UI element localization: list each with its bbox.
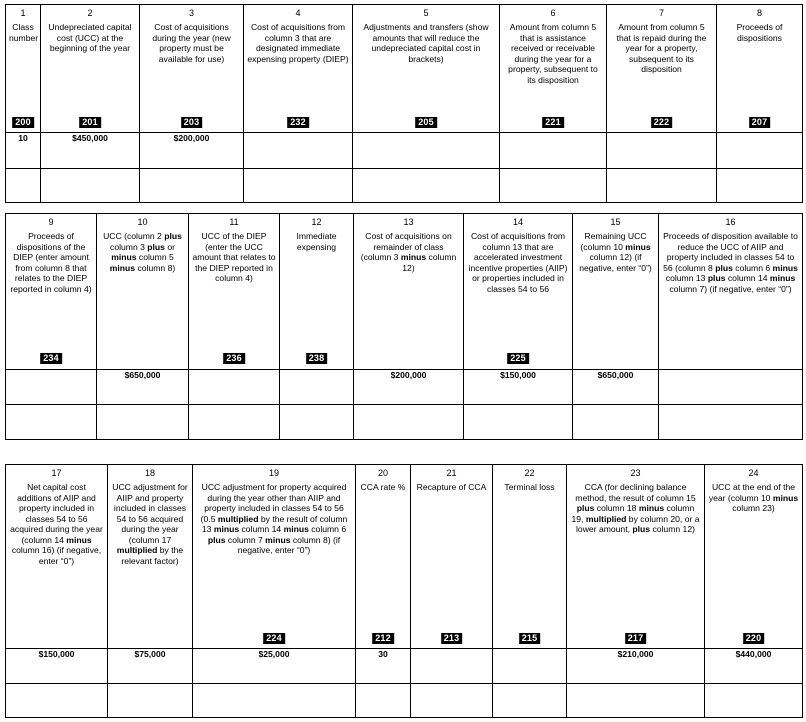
column-number: 4: [295, 8, 301, 18]
line-code: 217: [625, 633, 647, 644]
header-row: [6, 465, 803, 649]
column-19-value[interactable]: [193, 649, 356, 684]
column-13-value[interactable]: [354, 370, 464, 405]
header-row: [6, 5, 803, 133]
column-7-value[interactable]: [607, 133, 717, 169]
line-code: 220: [743, 633, 765, 644]
empty-cell[interactable]: [411, 684, 493, 718]
column-13-header: [354, 214, 464, 370]
line-code: 203: [181, 117, 203, 128]
column-3-value[interactable]: [140, 133, 244, 169]
column-number: 9: [48, 217, 54, 227]
column-2-header: [41, 5, 140, 133]
empty-cell[interactable]: [41, 169, 140, 203]
column-number: 7: [658, 8, 664, 18]
empty-cell[interactable]: [717, 169, 803, 203]
cell-value: $650,000: [597, 370, 634, 380]
column-number: 15: [610, 217, 621, 227]
empty-cell[interactable]: [6, 405, 97, 440]
empty-cell[interactable]: [6, 684, 108, 718]
column-4-header: [244, 5, 353, 133]
column-number: 1: [20, 8, 26, 18]
value-row: [6, 370, 803, 405]
column-description: Proceeds of dispositions of the DIEP (enter amount from column 8 that relates to the DIEP reported in column 4): [10, 231, 92, 294]
column-1-value[interactable]: [6, 133, 41, 169]
column-description: Recapture of CCA: [416, 482, 487, 492]
value-row: [6, 649, 803, 684]
empty-cell[interactable]: [573, 405, 659, 440]
line-code: 236: [223, 353, 245, 364]
cell-value: $440,000: [735, 649, 772, 659]
cell-value: $650,000: [124, 370, 161, 380]
cell-value: $75,000: [134, 649, 166, 659]
empty-cell[interactable]: [607, 169, 717, 203]
cell-value: $450,000: [72, 133, 108, 143]
column-description: Net capital cost additions of AIIP and property included in classes 54 to 56 acquired during the year (column 14 minus column 16) (if negative, enter “0”): [10, 482, 103, 566]
blank-row: [6, 684, 803, 718]
column-description: Terminal loss: [504, 482, 555, 492]
column-14-header: [464, 214, 573, 370]
empty-cell[interactable]: [140, 169, 244, 203]
empty-cell[interactable]: [6, 169, 41, 203]
empty-cell[interactable]: [567, 684, 705, 718]
column-description: CCA rate %: [360, 482, 406, 492]
column-number: 24: [748, 468, 759, 478]
column-number: 3: [188, 8, 194, 18]
column-description: Cost of acquisitions from column 3 that are designated immediate expensing property (DIEP): [247, 22, 349, 64]
column-20-header: [356, 465, 411, 649]
column-12-header: [280, 214, 354, 370]
empty-cell[interactable]: [705, 684, 803, 718]
column-description: UCC (column 2 plus column 3 plus or minus column 5 minus column 8): [103, 231, 182, 273]
column-17-value[interactable]: [6, 649, 108, 684]
empty-cell[interactable]: [189, 405, 280, 440]
empty-cell[interactable]: [244, 169, 353, 203]
value-row: [6, 133, 803, 169]
cca-table-part-1: [5, 4, 803, 203]
column-description: Amount from column 5 that is assistance received or receivable during the year for a property, subsequent to its disposition: [508, 22, 598, 85]
column-19-header: [193, 465, 356, 649]
column-number: 11: [229, 217, 239, 227]
column-15-header: [573, 214, 659, 370]
column-number: 23: [630, 468, 641, 478]
column-5-header: [353, 5, 500, 133]
column-8-value[interactable]: [717, 133, 803, 169]
column-description: UCC of the DIEP (enter the UCC amount that relates to the DIEP reported in column 4): [192, 231, 276, 283]
column-4-value[interactable]: [244, 133, 353, 169]
column-number: 8: [756, 8, 762, 18]
column-description: Cost of acquisitions on remainder of class (column 3 minus column 12): [360, 231, 457, 273]
column-7-header: [607, 5, 717, 133]
blank-row: [6, 169, 803, 203]
column-description: Cost of acquisitions from column 13 that are accelerated investment incentive properties (AIIP) or properties included in classes 54 to 56: [468, 231, 568, 294]
column-number: 13: [403, 217, 414, 227]
column-21-header: [411, 465, 493, 649]
column-number: 6: [550, 8, 556, 18]
column-9-header: [6, 214, 97, 370]
column-3-header: [140, 5, 244, 133]
cell-value: $150,000: [38, 649, 75, 659]
column-11-header: [189, 214, 280, 370]
column-9-value[interactable]: [6, 370, 97, 405]
column-16-header: [659, 214, 803, 370]
cell-value: $25,000: [258, 649, 290, 659]
line-code: 225: [507, 353, 529, 364]
column-description: Remaining UCC (column 10 minus column 12) (if negative, enter “0”): [579, 231, 652, 273]
column-description: Proceeds of disposition available to reduce the UCC of AIIP and property included in classes 54 to 56 (column 8 plus column 6 minus column 13 plus column 14 minus column 7) (if negative, enter “0”): [663, 231, 798, 294]
header-row: [6, 214, 803, 370]
column-11-value[interactable]: [189, 370, 280, 405]
column-18-header: [108, 465, 193, 649]
line-code: 224: [263, 633, 285, 644]
empty-cell[interactable]: [193, 684, 356, 718]
empty-cell[interactable]: [97, 405, 189, 440]
cell-value: $200,000: [173, 133, 210, 143]
empty-cell[interactable]: [500, 169, 607, 203]
cca-table-part-2: [5, 213, 803, 440]
column-description: UCC adjustment for property acquired during the year other than AIIP and property included in classes 54 to 56 (0.5 multiplied by the result of column 13 minus column 14 minus column 6 plus column 7 minus column 8) (if negative, enter “0”): [200, 482, 348, 555]
column-10-header: [97, 214, 189, 370]
empty-cell[interactable]: [353, 169, 500, 203]
empty-cell[interactable]: [356, 684, 411, 718]
empty-cell[interactable]: [280, 405, 354, 440]
column-number: 17: [51, 468, 62, 478]
column-description: Undepreciated capital cost (UCC) at the beginning of the year: [48, 22, 132, 53]
column-15-value[interactable]: [573, 370, 659, 405]
column-number: 14: [512, 217, 523, 227]
column-number: 10: [137, 217, 148, 227]
column-18-value[interactable]: [108, 649, 193, 684]
column-22-header: [493, 465, 567, 649]
column-number: 12: [311, 217, 322, 227]
column-description: Adjustments and transfers (show amounts that will reduce the undepreciated capital cost in brackets): [363, 22, 489, 64]
column-2-value[interactable]: [41, 133, 140, 169]
cell-value: $210,000: [617, 649, 654, 659]
line-code: 215: [519, 633, 541, 644]
column-description: Amount from column 5 that is repaid during the year for a property, subsequent to its disposition: [616, 22, 707, 74]
empty-cell[interactable]: [354, 405, 464, 440]
column-14-value[interactable]: [464, 370, 573, 405]
line-code: 201: [79, 117, 101, 128]
column-12-value[interactable]: [280, 370, 354, 405]
line-code: 212: [372, 633, 394, 644]
column-6-value[interactable]: [500, 133, 607, 169]
cell-value: 30: [378, 649, 388, 659]
column-description: CCA (for declining balance method, the result of column 15 plus column 18 minus column 19, multiplied by column 20, or a lower amount, plus column 12): [571, 482, 700, 534]
empty-cell[interactable]: [493, 684, 567, 718]
column-description: UCC at the end of the year (column 10 minus column 23): [708, 482, 799, 513]
line-code: 213: [441, 633, 463, 644]
line-code: 232: [287, 117, 309, 128]
line-code: 222: [651, 117, 673, 128]
column-description: Proceeds of dispositions: [736, 22, 783, 43]
column-number: 16: [725, 217, 736, 227]
column-24-value[interactable]: [705, 649, 803, 684]
line-code: 205: [415, 117, 437, 128]
column-8-header: [717, 5, 803, 133]
column-16-value[interactable]: [659, 370, 803, 405]
line-code: 234: [40, 353, 62, 364]
column-description: UCC adjustment for AIIP and property included in classes 54 to 56 acquired during the year (column 17 multiplied by the relevant factor): [112, 482, 188, 566]
column-description: Class number: [9, 22, 39, 43]
line-code: 238: [306, 353, 328, 364]
line-code: 207: [749, 117, 771, 128]
column-description: Cost of acquisitions during the year (new property must be available for use): [152, 22, 231, 64]
column-6-header: [500, 5, 607, 133]
column-number: 19: [268, 468, 279, 478]
column-number: 5: [423, 8, 429, 18]
line-code: 200: [12, 117, 34, 128]
column-17-header: [6, 465, 108, 649]
column-number: 20: [377, 468, 388, 478]
column-number: 2: [87, 8, 93, 18]
line-code: 221: [542, 117, 564, 128]
column-23-header: [567, 465, 705, 649]
cca-table-part-3: [5, 464, 803, 718]
column-10-value[interactable]: [97, 370, 189, 405]
column-description: Immediate expensing: [296, 231, 337, 252]
cell-value: $150,000: [500, 370, 536, 380]
empty-cell[interactable]: [108, 684, 193, 718]
column-20-value[interactable]: [356, 649, 411, 684]
column-number: 21: [446, 468, 457, 478]
column-23-value[interactable]: [567, 649, 705, 684]
column-1-header: [6, 5, 41, 133]
empty-cell[interactable]: [464, 405, 573, 440]
column-number: 18: [144, 468, 155, 478]
column-24-header: [705, 465, 803, 649]
cell-value: 10: [18, 133, 28, 143]
blank-row: [6, 405, 803, 440]
column-5-value[interactable]: [353, 133, 500, 169]
column-22-value[interactable]: [493, 649, 567, 684]
cell-value: $200,000: [390, 370, 427, 380]
column-21-value[interactable]: [411, 649, 493, 684]
empty-cell[interactable]: [659, 405, 803, 440]
column-number: 22: [524, 468, 535, 478]
